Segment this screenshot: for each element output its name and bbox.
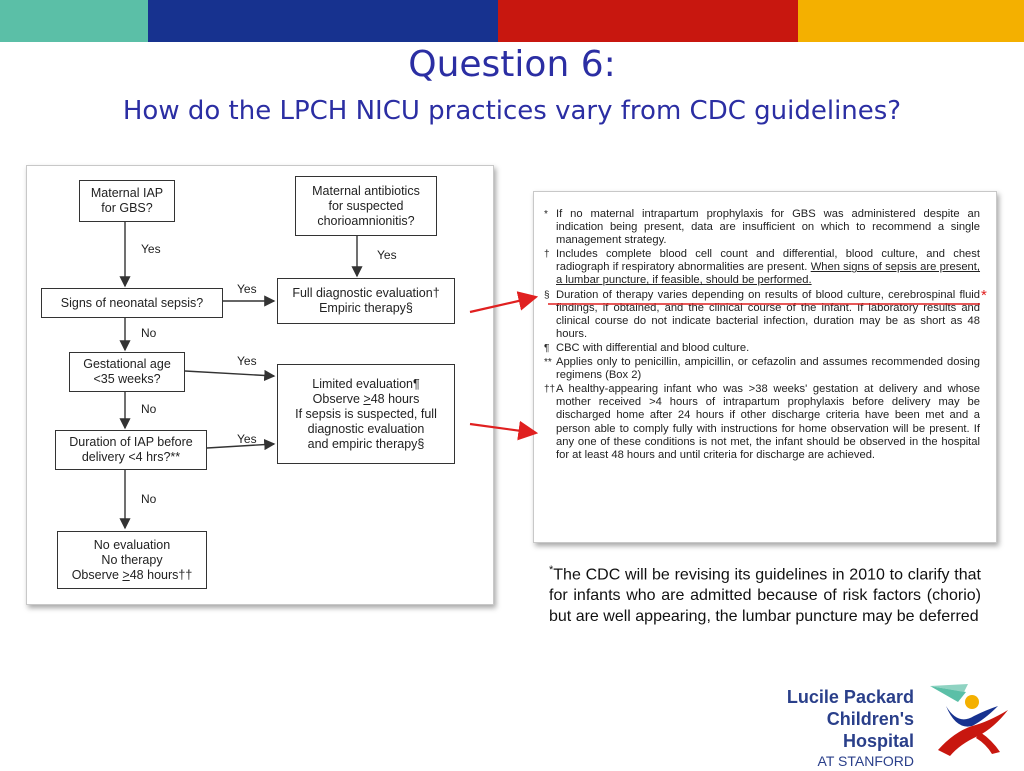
hospital-logo-icon <box>928 680 1016 760</box>
footnote-symbol: ** <box>544 357 552 369</box>
observe-duration: 48 hours†† <box>129 567 193 582</box>
yes-label-antibiotics: Yes <box>377 248 397 262</box>
no-therapy-text: No therapy <box>101 552 163 567</box>
yes-label-iap-duration: Yes <box>237 432 257 446</box>
limited-sepsis-text: If sepsis is suspected, full <box>295 406 437 421</box>
yes-label-sepsis: Yes <box>237 282 257 296</box>
full-evaluation-text: Full diagnostic evaluation† <box>292 286 440 300</box>
hospital-logo-text <box>758 686 914 771</box>
footnote-symbol: †† <box>544 384 556 396</box>
logo-line-1: Lucile Packard <box>786 687 914 707</box>
neonatal-sepsis-box: Signs of neonatal sepsis? <box>41 288 223 318</box>
cdc-note-star: * <box>549 564 554 576</box>
maternal-antibiotics-box: Maternal antibiotics for suspected chorioamnionitis? <box>295 176 437 236</box>
no-label-iap-duration: No <box>141 492 157 506</box>
footnote-text: If no maternal intrapartum prophylaxis for GBS was administered despite an indication being present, data are insufficient on which to recommend a single management strategy. <box>556 208 980 247</box>
footnote-text: Includes complete blood cell count and differential, blood culture, and chest radiograph if respiratory abnormalities are present. <box>556 248 980 274</box>
logo-line-2: Children's Hospital <box>826 709 914 751</box>
annotation-star: * <box>981 287 987 304</box>
no-label-gestational: No <box>141 402 157 416</box>
yes-label-gestational: Yes <box>237 354 257 368</box>
yes-label-iap: Yes <box>141 242 161 256</box>
observe-label: Observe <box>312 391 364 406</box>
footnote-text: Applies only to penicillin, ampicillin, or cefazolin and assumes recommended dosing regimens (Box 2) <box>556 356 980 382</box>
greater-equal-symbol: > <box>122 567 130 582</box>
limited-therapy-text: and empiric therapy§ <box>307 436 425 451</box>
slide-title: Question 6: <box>408 44 616 85</box>
observe-duration: 48 hours <box>370 391 420 406</box>
red-arrow-healthy-infant <box>470 424 536 433</box>
footnote-text: Duration of therapy varies depending on results of blood culture, cerebrospinal fluid findings, if obtained, and the clinical course of the infant. If laboratory results and clinical course do not indicate bacterial infection, duration may be as short as 48 hours. <box>556 288 980 340</box>
empiric-therapy-text: Empiric therapy§ <box>319 301 413 315</box>
observe-label: Observe <box>71 567 123 582</box>
greater-equal-symbol: > <box>363 391 371 406</box>
limited-evaluation-text: Limited evaluation¶ <box>312 376 420 391</box>
footnote-symbol: § <box>544 289 550 301</box>
no-label-sepsis: No <box>141 326 157 340</box>
cdc-note-text: The CDC will be revising its guidelines in 2010 to clarify that for infants who are admitted because of risk factors (chorio) but are well appearing, the lumbar puncture may be deferred <box>549 566 981 626</box>
no-evaluation-text: No evaluation <box>93 537 171 552</box>
footnote-text: A healthy-appearing infant who was >38 weeks' gestation at delivery and whose mother received >4 hours of intrapartum prophylaxis before delivery may be discharged home after 24 hours if other discharge criteria have been met and a person able to comply fully with instructions for home observation will be present. If any one of these conditions is not met, the infant should be observed in the hospital for at least 48 hours and until criteria for discharge are achieved. <box>556 383 980 461</box>
limited-diagnostic-text: diagnostic evaluation <box>307 421 425 436</box>
cdc-note <box>549 560 981 627</box>
gestational-age-box: Gestational age <35 weeks? <box>69 352 185 392</box>
footnote-symbol: * <box>544 209 548 220</box>
footnote-symbol: ¶ <box>544 342 550 354</box>
lumbar-puncture-underlined-text: When signs of sepsis are present, a lumbar puncture, if feasible, should be performed. <box>556 261 981 287</box>
footnote-text: CBC with differential and blood culture. <box>556 341 750 354</box>
slide-subtitle: How do the LPCH NICU practices vary from CDC guidelines? <box>122 96 902 126</box>
maternal-iap-box: Maternal IAP for GBS? <box>79 180 175 222</box>
red-arrow-lumbar <box>470 297 536 312</box>
footnote-symbol: † <box>544 249 550 261</box>
iap-duration-box: Duration of IAP before delivery <4 hrs?** <box>55 430 207 470</box>
logo-line-3: AT STANFORD <box>817 753 914 769</box>
